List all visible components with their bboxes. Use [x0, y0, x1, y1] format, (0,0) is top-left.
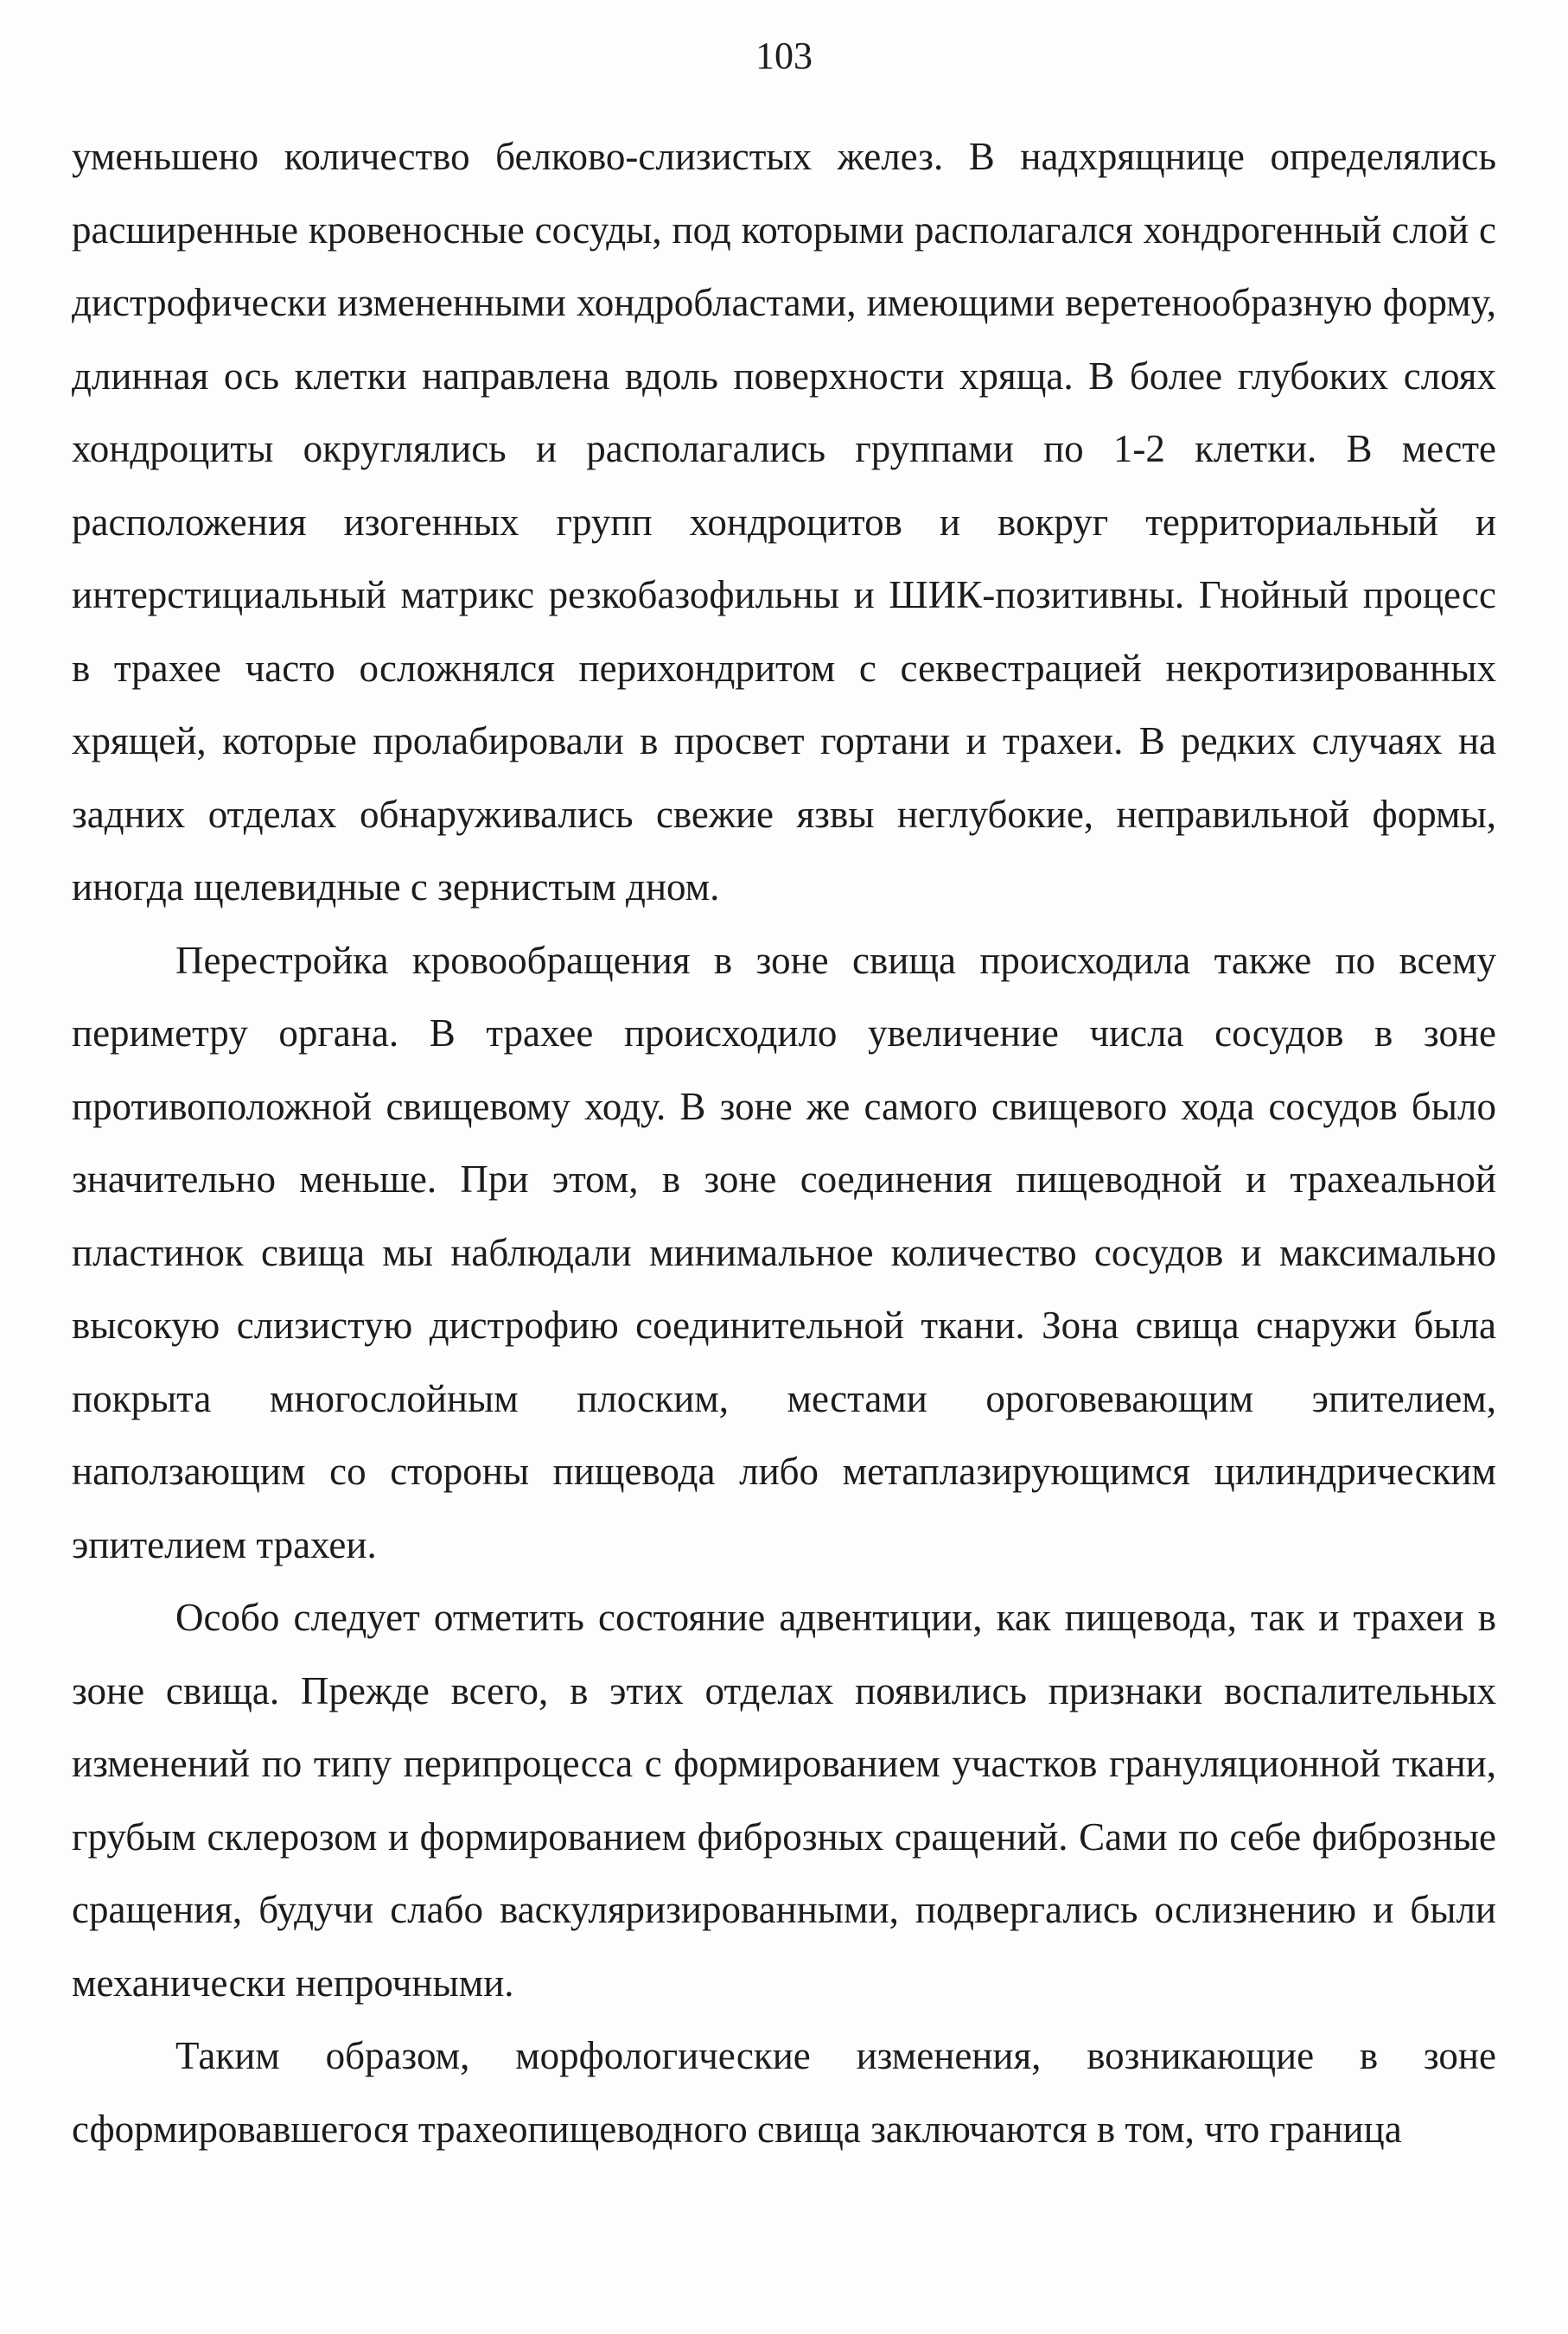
paragraph-blood-circulation: Перестройка кровообращения в зоне свища происходила также по всему периметру органа. В трахее происходило увеличение числа сосудов в зоне противоположной свищевому ходу. В зоне же самого свищевого хода сосудов было значительно меньше. При этом, в зоне соединения пищеводной и трахеальной пластинок свища мы наблюдали минимальное количество сосудов и максимально высокую слизистую дистрофию соединительной ткани. Зона свища снаружи была покрыта многослойным плоским, местами ороговевающим эпителием, наползающим со стороны пищевода либо метаплазирующимся цилиндрическим эпителием трахеи. [72, 938, 1496, 1566]
page-number: 103 [755, 35, 813, 77]
paragraph-adventitia: Особо следует отметить состояние адвентиции, как пищевода, так и трахеи в зоне свища. Прежде всего, в этих отделах появились признаки воспалительных изменений по типу перипроцесса с формированием участков грануляционной ткани, грубым склерозом и формированием фиброзных сращений. Сами по себе фиброзные сращения, будучи слабо васкуляризированными, подвергались ослизнению и были механически непрочными. [72, 1596, 1496, 2005]
paragraph-conclusion: Таким образом, морфологические изменения, возникающие в зоне сформировавшегося трахеопищеводного свища заключаются в том, что граница [72, 2034, 1496, 2151]
body-text [72, 120, 1496, 2165]
paragraph-continuation: уменьшено количество белково-слизистых желез. В надхрящнице определялись расширенные кровеносные сосуды, под которыми располагался хондрогенный слой с дистрофически измененными хондробластами, имеющими веретенообразную форму, длинная ось клетки направлена вдоль поверхности хряща. В более глубоких слоях хондроциты округлялись и располагались группами по 1-2 клетки. В месте расположения изогенных групп хондроцитов и вокруг территориальный и интерстициальный матрикс резкобазофильны и ШИК-позитивны. Гнойный процесс в трахее часто осложнялся перихондритом с секвестрацией некротизированных хрящей, которые пролабировали в просвет гортани и трахеи. В редких случаях на задних отделах обнаруживались свежие язвы неглубокие, неправильной формы, иногда щелевидные с зернистым дном. [72, 135, 1496, 909]
